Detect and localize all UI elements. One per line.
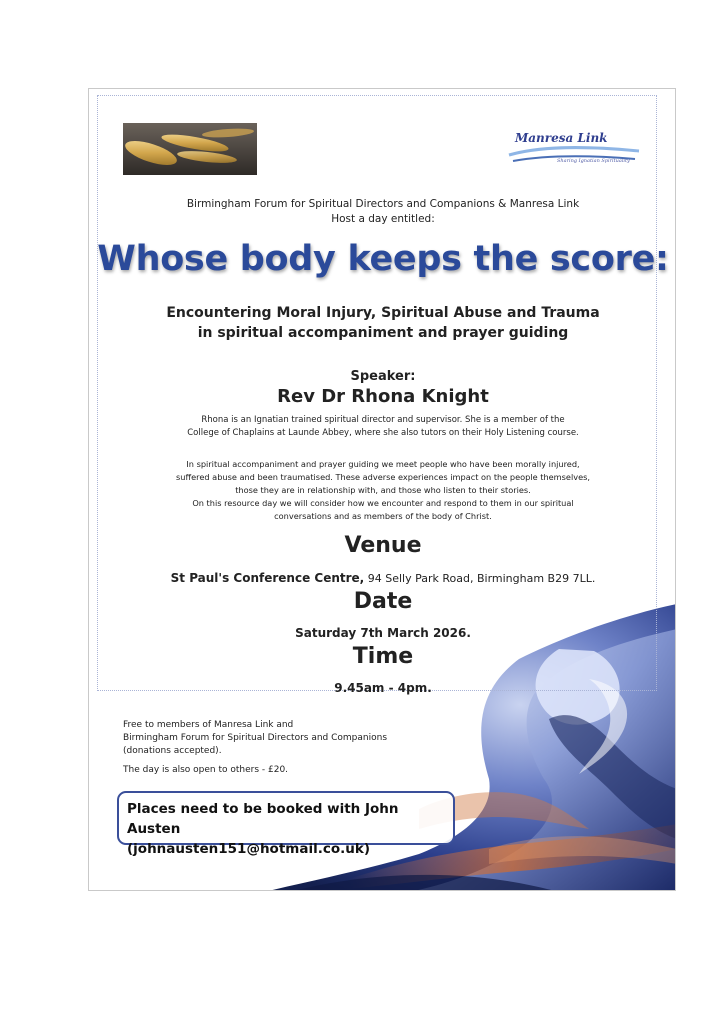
cost-line-3: (donations accepted). — [123, 746, 222, 756]
event-title: Whose body keeps the score: — [97, 239, 669, 279]
speaker-bio — [89, 414, 676, 440]
description-line-5: conversations and as members of the body of Christ. — [274, 511, 492, 521]
time-value: 9.45am - 4pm. — [334, 681, 432, 695]
cost-line-1: Free to members of Manresa Link and — [123, 720, 294, 730]
open-to-others-note: The day is also open to others - £20. — [123, 765, 289, 775]
manresa-link-logo — [507, 129, 641, 175]
description-line-2: suffered abuse and been traumatised. These adverse experiences impact on the people themselves, — [176, 472, 590, 482]
speaker-name: Rev Dr Rhona Knight — [277, 386, 489, 407]
booking-text: Places need to be booked with John Austen — [127, 801, 399, 837]
booking-email[interactable]: (johnausten151@hotmail.co.uk) — [127, 841, 371, 857]
venue-address — [89, 571, 676, 585]
description-line-1: In spiritual accompaniment and prayer guiding we meet people who have been morally injured, — [186, 459, 580, 469]
time-heading: Time — [352, 644, 414, 669]
event-description — [89, 458, 676, 523]
logo-wordmark: Manresa Link — [515, 131, 608, 145]
date-heading: Date — [353, 589, 413, 614]
host-line-2: Host a day entitled: — [331, 213, 435, 225]
venue-heading: Venue — [344, 533, 422, 558]
description-line-4: On this resource day we will consider how we encounter and respond to them in our spiritual — [192, 498, 574, 508]
subtitle-line-2: in spiritual accompaniment and prayer guiding — [197, 325, 569, 341]
venue-name: St Paul's Conference Centre, — [170, 571, 365, 585]
cost-line-2: Birmingham Forum for Spiritual Directors and Companions — [123, 733, 388, 743]
subtitle-line-1: Encountering Moral Injury, Spiritual Abuse and Trauma — [166, 305, 600, 321]
speaker-label: Speaker: — [350, 369, 416, 384]
bio-line-2: College of Chaplains at Launde Abbey, where she also tutors on their Holy Listening course. — [187, 428, 579, 438]
date-value: Saturday 7th March 2026. — [295, 626, 471, 640]
bio-line-1: Rhona is an Ignatian trained spiritual director and supervisor. She is a member of the — [201, 415, 565, 425]
host-intro — [89, 197, 676, 227]
cost-info — [123, 719, 387, 758]
event-poster — [88, 88, 676, 891]
host-line-1: Birmingham Forum for Spiritual Directors and Companions & Manresa Link — [186, 198, 580, 210]
description-line-3: those they are in relationship with, and those who listen to their stories. — [235, 485, 531, 495]
venue-street: 94 Selly Park Road, Birmingham B29 7LL. — [364, 572, 596, 585]
golden-bowls-photo — [123, 123, 257, 175]
event-subtitle — [89, 303, 676, 343]
logo-tagline: Sharing Ignatian Spirituality — [557, 158, 630, 164]
booking-box — [117, 791, 455, 857]
